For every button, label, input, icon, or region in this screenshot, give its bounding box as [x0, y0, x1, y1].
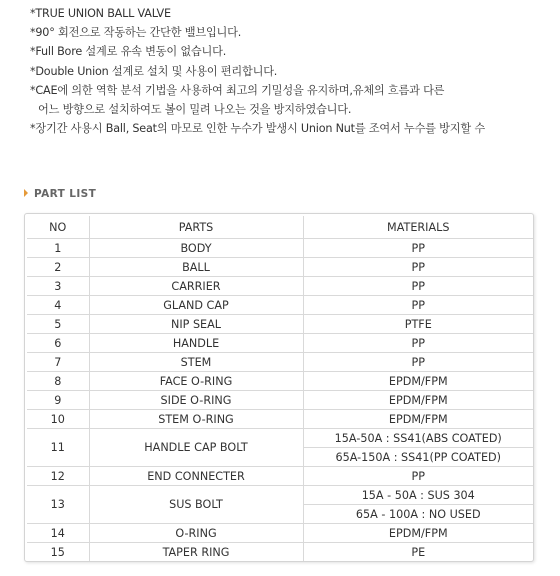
cell-part: HANDLE CAP BOLT — [89, 429, 303, 467]
cell-no: 4 — [27, 296, 89, 315]
cell-material: PTFE — [303, 315, 533, 334]
cell-material: PE — [303, 543, 533, 562]
cell-material: EPDM/FPM — [303, 524, 533, 543]
table-row — [27, 372, 533, 391]
cell-material: PP — [303, 296, 533, 315]
table-row — [27, 486, 533, 505]
cell-no: 13 — [27, 486, 89, 524]
cell-material: EPDM/FPM — [303, 391, 533, 410]
cell-material: 15A - 50A : SUS 304 — [303, 486, 533, 505]
table-row — [27, 429, 533, 448]
cell-material: PP — [303, 258, 533, 277]
table-body — [27, 239, 533, 562]
table-row — [27, 543, 533, 562]
cell-part: GLAND CAP — [89, 296, 303, 315]
feature-line: *CAE에 의한 역학 분석 기법을 사용하여 최고의 기밀성을 유지하며,유체의 흐름과 다른 — [30, 83, 445, 97]
cell-no: 10 — [27, 410, 89, 429]
cell-material: EPDM/FPM — [303, 372, 533, 391]
table-row — [27, 467, 533, 486]
table-row — [27, 353, 533, 372]
cell-no: 7 — [27, 353, 89, 372]
cell-no: 6 — [27, 334, 89, 353]
cell-material: PP — [303, 467, 533, 486]
part-list-title: PART LIST — [34, 188, 97, 200]
cell-material: PP — [303, 277, 533, 296]
cell-no: 15 — [27, 543, 89, 562]
part-list-heading — [24, 188, 96, 200]
cell-no: 9 — [27, 391, 89, 410]
cell-no: 8 — [27, 372, 89, 391]
cell-material: 65A - 100A : NO USED — [303, 505, 533, 524]
cell-material: 15A-50A : SS41(ABS COATED) — [303, 429, 533, 448]
table-row — [27, 296, 533, 315]
cell-no: 5 — [27, 315, 89, 334]
cell-part: O-RING — [89, 524, 303, 543]
cell-no: 2 — [27, 258, 89, 277]
cell-part: BALL — [89, 258, 303, 277]
table-row — [27, 258, 533, 277]
table-header-row — [27, 216, 533, 239]
cell-no: 3 — [27, 277, 89, 296]
part-list-table — [27, 216, 533, 562]
cell-part: FACE O-RING — [89, 372, 303, 391]
feature-line: *Double Union 설계로 설치 및 사용이 편리합니다. — [30, 64, 278, 78]
cell-part: END CONNECTER — [89, 467, 303, 486]
cell-no: 1 — [27, 239, 89, 258]
feature-line-continuation: 어느 방향으로 설치하여도 볼이 밀려 나오는 것을 방지하였습니다. — [38, 103, 352, 117]
table-row — [27, 410, 533, 429]
triangle-right-icon — [24, 189, 28, 197]
cell-material: PP — [303, 334, 533, 353]
cell-part: BODY — [89, 239, 303, 258]
cell-part: STEM — [89, 353, 303, 372]
cell-no: 12 — [27, 467, 89, 486]
cell-part: NIP SEAL — [89, 315, 303, 334]
table-row — [27, 277, 533, 296]
cell-part: SIDE O-RING — [89, 391, 303, 410]
cell-part: HANDLE — [89, 334, 303, 353]
feature-line: *TRUE UNION BALL VALVE — [30, 7, 171, 20]
cell-material: EPDM/FPM — [303, 410, 533, 429]
cell-material: PP — [303, 353, 533, 372]
header-materials: MATERIALS — [303, 216, 533, 239]
cell-no: 11 — [27, 429, 89, 467]
cell-part: CARRIER — [89, 277, 303, 296]
feature-line: *90° 회전으로 작동하는 간단한 밸브입니다. — [30, 26, 242, 40]
cell-material: PP — [303, 239, 533, 258]
header-parts: PARTS — [89, 216, 303, 239]
feature-list — [30, 4, 540, 138]
table-row — [27, 391, 533, 410]
cell-no: 14 — [27, 524, 89, 543]
feature-line: *장기간 사용시 Ball, Seat의 마모로 인한 누수가 발생시 Union Nut를 조여서 누수를 방지할 수 — [30, 122, 485, 136]
cell-part: TAPER RING — [89, 543, 303, 562]
table-row — [27, 239, 533, 258]
cell-part: SUS BOLT — [89, 486, 303, 524]
table-row — [27, 334, 533, 353]
cell-part: STEM O-RING — [89, 410, 303, 429]
part-list-table-container — [24, 213, 534, 562]
cell-material: 65A-150A : SS41(PP COATED) — [303, 448, 533, 467]
table-row — [27, 315, 533, 334]
header-no: NO — [27, 216, 89, 239]
feature-line: *Full Bore 설계로 유속 변동이 없습니다. — [30, 45, 227, 59]
table-row — [27, 524, 533, 543]
